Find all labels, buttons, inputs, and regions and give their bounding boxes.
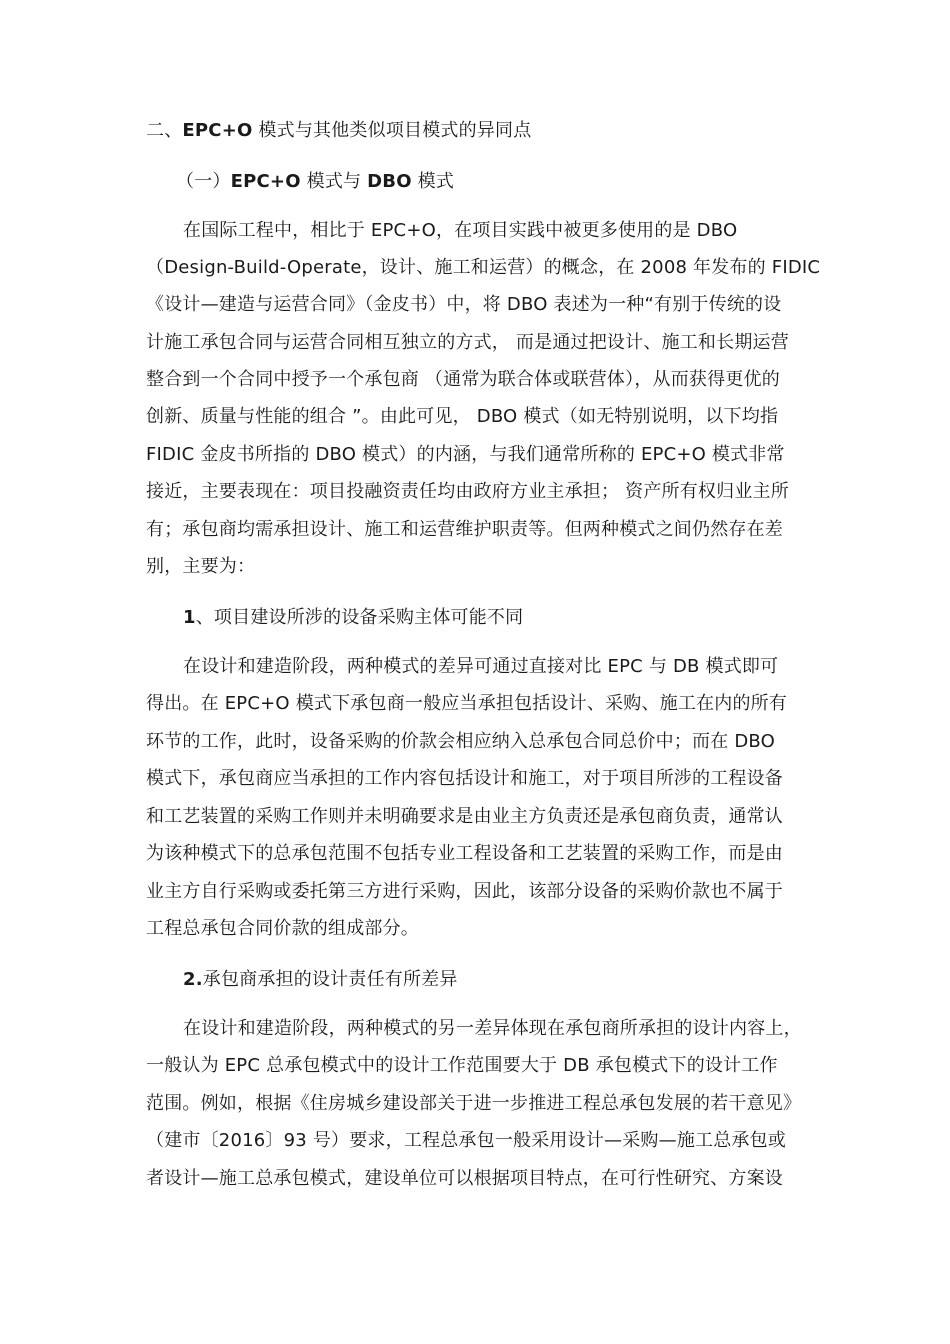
paragraph-line: （建市〔2016〕93 号）要求，工程总承包一般采用设计—采购—施工总承包或 xyxy=(146,1130,787,1151)
paragraph-line: 在设计和建造阶段，两种模式的另一差异体现在承包商所承担的设计内容上， xyxy=(183,1018,802,1039)
paragraph-line: （Design-Build-Operate，设计、施工和运营）的概念，在 2008 年发布的 FIDIC xyxy=(146,257,821,278)
paragraph-line: 有；承包商均需承担设计、施工和运营维护职责等。但两种模式之间仍然存在差 xyxy=(146,519,783,540)
paragraph-line: 在国际工程中，相比于 EPC+O，在项目实践中被更多使用的是 DBO xyxy=(183,220,738,241)
sub-heading-prefix: （一） xyxy=(176,171,231,192)
paragraph-line: 一般认为 EPC 总承包模式中的设计工作范围要大于 DB 承包模式下的设计工作 xyxy=(146,1055,778,1076)
paragraph-line: 工程总承包合同价款的组成部分。 xyxy=(146,918,419,939)
paragraph-line: 为该种模式下的总承包范围不包括专业工程设备和工艺装置的采购工作，而是由 xyxy=(146,843,783,864)
paragraph-line: FIDIC 金皮书所指的 DBO 模式）的内涵，与我们通常所称的 EPC+O 模式非常 xyxy=(146,444,785,465)
paragraph-line: 得出。在 EPC+O 模式下承包商一般应当承担包括设计、采购、施工在内的所有 xyxy=(146,693,788,714)
paragraph-line: 整合到一个合同中授予一个承包商 （通常为联合体或联营体），从而获得更优的 xyxy=(146,369,780,390)
point-2-title: 承包商承担的设计责任有所差异 xyxy=(202,969,458,990)
paragraph-line: 计施工承包合同与运营合同相互独立的方式， 而是通过把设计、施工和长期运营 xyxy=(146,332,789,353)
section-heading-bold: EPC+O xyxy=(182,120,253,141)
sub-heading-bold-dbo: DBO xyxy=(367,171,412,192)
paragraph-line: 者设计—施工总承包模式，建设单位可以根据项目特点，在可行性研究、方案设 xyxy=(146,1168,783,1189)
sub-heading-line xyxy=(176,167,454,197)
paragraph-line: 接近，主要表现在：项目投融资责任均由政府方业主承担； 资产所有权归业主所 xyxy=(146,481,789,502)
paragraph-line: 环节的工作，此时，设备采购的价款会相应纳入总承包合同总价中；而在 DBO xyxy=(146,731,775,752)
paragraph-line: 业主方自行采购或委托第三方进行采购，因此，该部分设备的采购价款也不属于 xyxy=(146,881,783,902)
point-1-number: 1 xyxy=(183,607,196,628)
point-1-line xyxy=(183,603,523,633)
sub-heading-middle: 模式与 xyxy=(300,171,368,192)
section-heading-prefix: 二、 xyxy=(146,120,183,141)
sub-heading-suffix: 模式 xyxy=(411,171,455,192)
point-2-number: 2. xyxy=(183,969,203,990)
paragraph-line: 创新、质量与性能的组合 ”。由此可见， DBO 模式（如无特别说明，以下均指 xyxy=(146,406,779,427)
section-heading-line xyxy=(146,116,531,146)
paragraph-line: 在设计和建造阶段，两种模式的差异可通过直接对比 EPC 与 DB 模式即可 xyxy=(183,656,779,677)
sub-heading-bold-epco: EPC+O xyxy=(230,171,301,192)
paragraph-line: 模式下，承包商应当承担的工作内容包括设计和施工，对于项目所涉的工程设备 xyxy=(146,768,783,789)
point-2-line xyxy=(183,965,458,995)
paragraph-line: 《设计—建造与运营合同》（金皮书）中，将 DBO 表述为一种“有别于传统的设 xyxy=(146,294,782,315)
paragraph-line: 和工艺装置的采购工作则并未明确要求是由业主方负责还是承包商负责，通常认 xyxy=(146,806,783,827)
section-heading-suffix: 模式与其他类似项目模式的异同点 xyxy=(252,120,532,141)
point-1-title: 、项目建设所涉的设备采购主体可能不同 xyxy=(195,607,524,628)
paragraph-line: 范围。例如，根据《住房城乡建设部关于进一步推进工程总承包发展的若干意见》 xyxy=(146,1093,802,1114)
paragraph-line: 别，主要为： xyxy=(146,556,256,577)
